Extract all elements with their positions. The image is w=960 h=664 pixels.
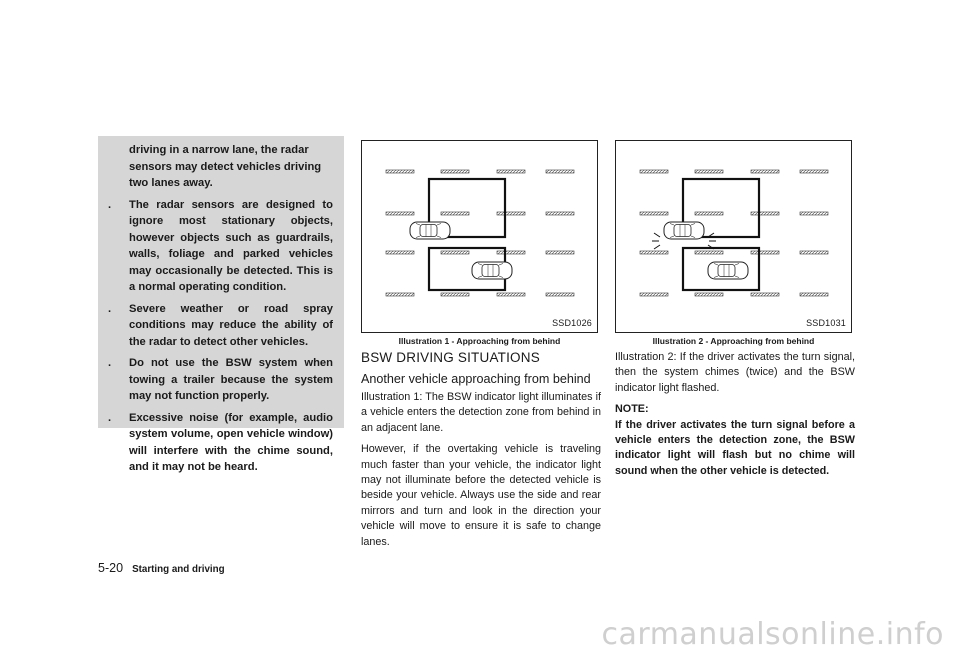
illustration-2-drawing <box>616 141 851 332</box>
section-heading: BSW DRIVING SITUATIONS <box>361 350 540 365</box>
section-subheading: Another vehicle approaching from behind <box>361 372 591 386</box>
bullet-glyph: . <box>108 411 112 424</box>
warning-bullet-3 <box>106 355 333 405</box>
page-number: 5-20 <box>98 561 124 575</box>
warning-box <box>98 136 344 473</box>
illustration-2 <box>615 140 852 333</box>
warning-bullet-2 <box>106 301 333 351</box>
warning-bullet-1 <box>106 197 333 296</box>
bullet-text: The radar sensors are designed to ignore most stationary objects, however objects such as guardrails, walls, foliage and parked vehicles may occasionally be detected. This is a normal operating condition. <box>129 198 333 293</box>
bullet-text: Excessive noise (for example, audio system volume, open vehicle window) will interfere with the chime sound, and it may not be heard. <box>129 411 333 473</box>
note-label: NOTE: <box>615 403 649 416</box>
bsw-section <box>361 350 601 556</box>
illustration-1-drawing <box>362 141 597 332</box>
section-title: Starting and driving <box>132 564 225 575</box>
paragraph: However, if the overtaking vehicle is traveling much faster than your vehicle, the indicator light may not illuminate before the detected vehicle is beside your vehicle. Always use the side and rear mirrors and turn and look in the direction your vehicle will move to ensure it is safe to change lanes. <box>361 443 601 548</box>
warning-bullet-4 <box>106 410 333 476</box>
paragraph: Illustration 2: If the driver activates the turn signal, then the system chimes (twice) and the BSW indicator light flashed. <box>615 351 855 394</box>
page-footer <box>98 561 225 575</box>
bullet-glyph: . <box>108 198 112 211</box>
paragraph: Illustration 1: The BSW indicator light illuminates if a vehicle enters the detection zone from behind in an adjacent lane. <box>361 391 601 434</box>
figure-code: SSD1031 <box>806 318 846 328</box>
watermark: carmanualsonline.info <box>601 617 944 652</box>
figure-code: SSD1026 <box>552 318 592 328</box>
illustration-2-text <box>615 350 855 479</box>
warning-continuation: driving in a narrow lane, the radar sensors may detect vehicles driving two lanes away. <box>129 144 322 189</box>
illustration-1 <box>361 140 598 333</box>
bullet-glyph: . <box>108 357 112 369</box>
bullet-text: Do not use the BSW system when towing a trailer because the system may not function properly. <box>129 357 333 402</box>
bullet-glyph: . <box>108 302 112 315</box>
figure-caption: Illustration 1 - Approaching from behind <box>398 336 561 346</box>
note-text: If the driver activates the turn signal before a vehicle enters the detection zone, the BSW indicator light will flash but no chime will sound when the other vehicle is detected. <box>615 418 855 477</box>
bullet-text: Severe weather or road spray conditions may reduce the ability of the radar to detect other vehicles. <box>129 302 333 348</box>
figure-caption: Illustration 2 - Approaching from behind <box>652 336 815 346</box>
